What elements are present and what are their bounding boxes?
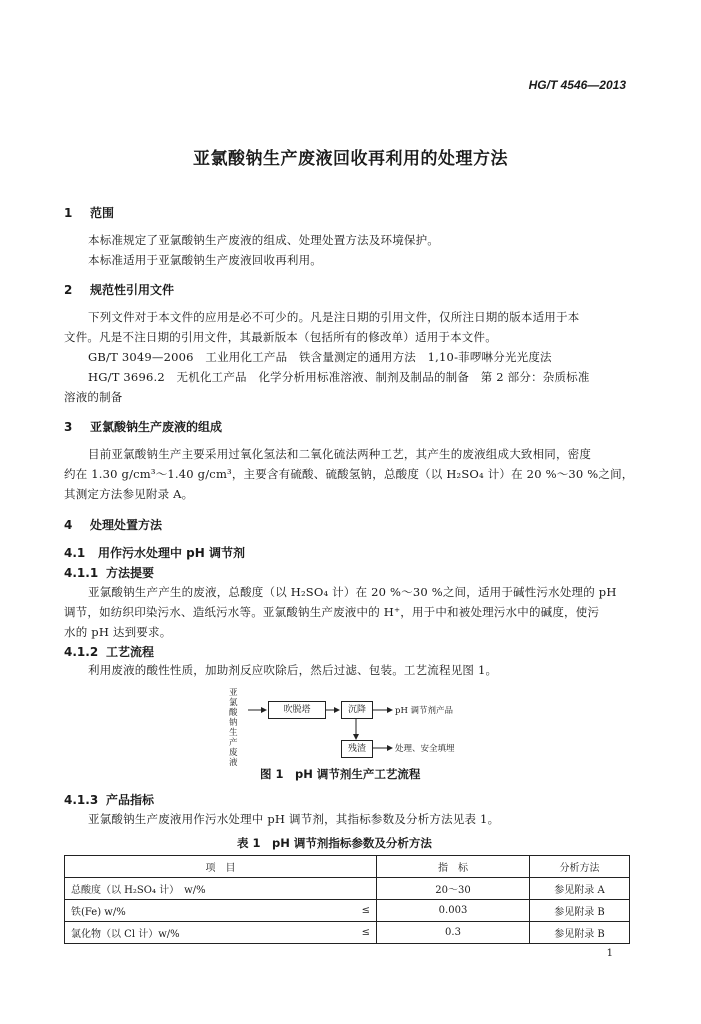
table-cell-operator: ≤: [336, 900, 377, 922]
paragraph: 约在 1.30 g/cm³～1.40 g/cm³，主要含有硫酸、硫酸氢钠，总酸度（以 H₂SO₄ 计）在 20 %～30 %之间，: [64, 467, 634, 481]
table-header: 指 标: [377, 856, 530, 878]
input-char: 氯: [229, 698, 238, 708]
page-number: 1: [606, 948, 613, 959]
paragraph: 水的 pH 达到要求。: [64, 625, 172, 639]
table-cell-item: 氯化物（以 Cl 计）w/%: [65, 922, 337, 944]
table-header-row: [65, 856, 630, 878]
spec-table: [64, 855, 630, 944]
paragraph: 调节，如纺织印染污水、造纸污水等。亚氯酸钠生产废液中的 H⁺，用于中和被处理污水中的碱度，使污: [64, 605, 600, 619]
figure-caption: 图 1 pH 调节剂生产工艺流程: [260, 767, 421, 781]
table-cell-item: 铁(Fe) w/%: [65, 900, 337, 922]
paragraph: 目前亚氯酸钠生产主要采用过氧化氢法和二氧化硫法两种工艺，其产生的废液组成大致相同，密度: [88, 447, 592, 461]
table-header: 项 目: [65, 856, 377, 878]
table-row: [65, 922, 630, 944]
process-box-residue: 残渣: [341, 740, 373, 758]
input-char: 产: [229, 738, 238, 748]
section-title: 处理处置方法: [90, 518, 163, 532]
process-box-stripping-tower: 吹脱塔: [268, 701, 326, 719]
document-title: 亚氯酸钠生产废液回收再利用的处理方法: [193, 149, 508, 169]
paragraph: 本标准适用于亚氯酸钠生产废液回收再利用。: [88, 253, 322, 267]
input-char: 废: [229, 748, 238, 758]
output-label-disposal: 处理、安全填埋: [395, 744, 455, 754]
section-title: 范围: [90, 206, 115, 220]
section-title: 产品指标: [106, 793, 155, 807]
table-cell-operator: [336, 878, 377, 900]
section-number: 3: [64, 420, 73, 434]
section-title: 亚氯酸钠生产废液的组成: [90, 420, 223, 434]
normative-reference: GB/T 3049—2006 工业用化工产品 铁含量测定的通用方法 1,10-菲啰啉分光光度法: [88, 350, 552, 364]
paragraph: 利用废液的酸性性质，加助剂反应吹除后，然后过滤、包装。工艺流程见图 1。: [88, 663, 498, 677]
section-number: 2: [64, 283, 73, 297]
paragraph: 亚氯酸钠生产废液用作污水处理中 pH 调节剂，其指标参数及分析方法见表 1。: [88, 812, 500, 826]
subsection-4-1-3-heading: [64, 791, 154, 808]
output-label-product: pH 调节剂产品: [395, 706, 454, 716]
section-number: 4.1: [64, 546, 86, 560]
table-cell-method: 参见附录 A: [530, 878, 630, 900]
table-cell-value: 0.003: [377, 900, 530, 922]
paragraph: 亚氯酸钠生产产生的废液，总酸度（以 H₂SO₄ 计）在 20 %～30 %之间，适用于碱性污水处理的 pH: [88, 585, 617, 599]
table-cell-operator: ≤: [336, 922, 377, 944]
table-cell-value: 0.3: [377, 922, 530, 944]
paragraph: 下列文件对于本文件的应用是必不可少的。凡是注日期的引用文件，仅所注日期的版本适用于本: [88, 310, 580, 324]
section-title: 用作污水处理中 pH 调节剂: [98, 546, 245, 560]
section-number: 4.1.2: [64, 645, 99, 659]
table-row: [65, 900, 630, 922]
section-title: 规范性引用文件: [90, 283, 175, 297]
input-char: 生: [229, 728, 238, 738]
section-title: 工艺流程: [106, 645, 155, 659]
input-char: 钠: [229, 718, 238, 728]
process-box-settling: 沉降: [341, 701, 373, 719]
paragraph: 文件。凡是不注日期的引用文件，其最新版本（包括所有的修改单）适用于本文件。: [64, 330, 497, 344]
section-number: 4: [64, 518, 73, 532]
table-row: [65, 878, 630, 900]
standard-number: HG/T 4546—2013: [528, 78, 626, 92]
input-char: 酸: [229, 708, 238, 718]
input-char: 液: [229, 758, 238, 768]
table-caption: 表 1 pH 调节剂指标参数及分析方法: [237, 836, 432, 850]
paragraph: 本标准规定了亚氯酸钠生产废液的组成、处理处置方法及环境保护。: [88, 233, 439, 247]
section-title: 方法提要: [106, 566, 155, 580]
section-number: 1: [64, 206, 73, 220]
normative-reference: 溶液的制备: [64, 390, 123, 404]
normative-reference: HG/T 3696.2 无机化工产品 化学分析用标准溶液、制剂及制品的制备 第 2 部分：杂质标准: [88, 370, 590, 384]
section-number: 4.1.1: [64, 566, 99, 580]
table-cell-method: 参见附录 B: [530, 922, 630, 944]
table-cell-method: 参见附录 B: [530, 900, 630, 922]
section-number: 4.1.3: [64, 793, 99, 807]
table-cell-value: 20～30: [377, 878, 530, 900]
paragraph: 其测定方法参见附录 A。: [64, 487, 194, 501]
table-header: 分析方法: [530, 856, 630, 878]
table-cell-item: 总酸度（以 H₂SO₄ 计） w/%: [65, 878, 337, 900]
input-char: 亚: [229, 688, 238, 698]
